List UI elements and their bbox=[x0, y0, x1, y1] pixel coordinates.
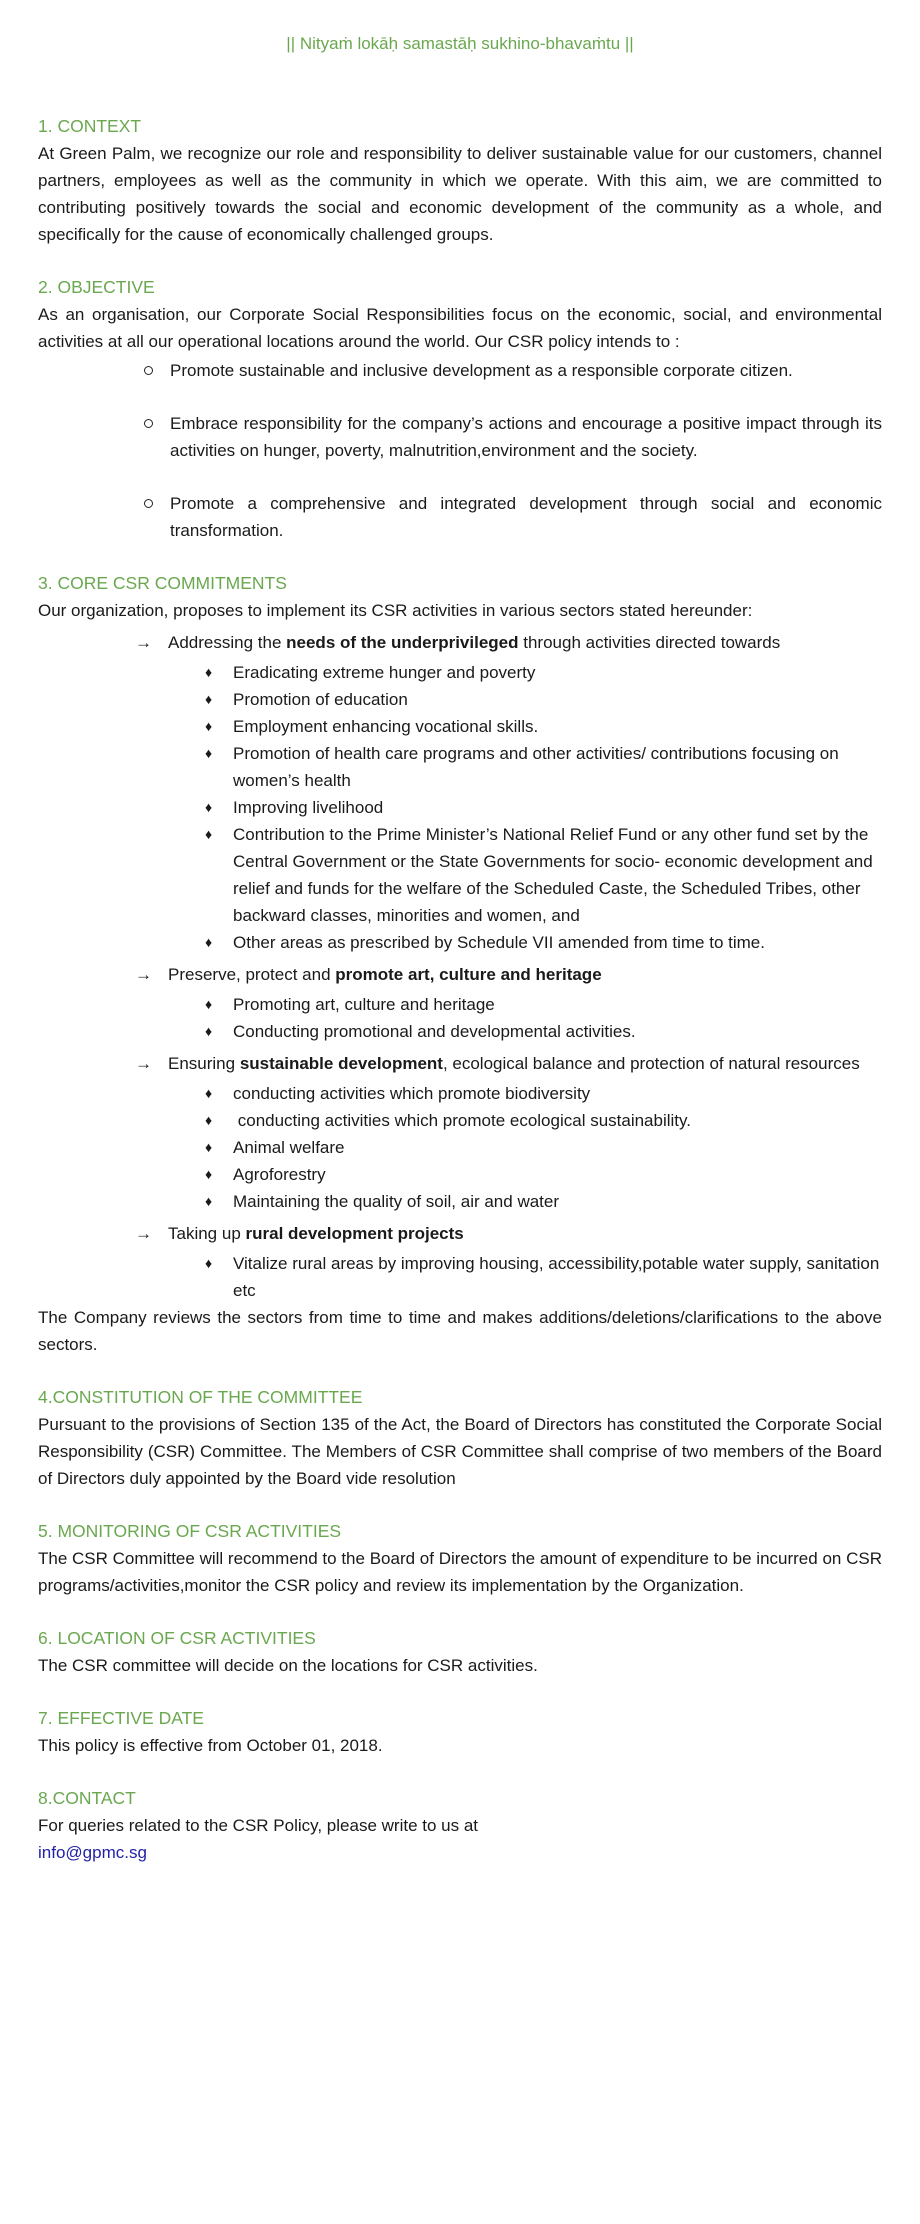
arrow-bullet-icon: → bbox=[135, 1224, 152, 1243]
commitment-lead bbox=[168, 1050, 882, 1077]
diamond-bullet-icon: ♦ bbox=[205, 664, 213, 680]
contact-email-link[interactable]: info@gpmc.sg bbox=[38, 1843, 147, 1862]
section-commitments-intro: Our organization, proposes to implement its CSR activities in various sectors stated hereunder: bbox=[38, 601, 753, 620]
bullet-text: Improving livelihood bbox=[233, 798, 384, 817]
lead-pre: Ensuring bbox=[168, 1054, 240, 1073]
bullet-text: Agroforestry bbox=[233, 1165, 326, 1184]
commitment-group bbox=[38, 1220, 885, 1304]
section-context bbox=[38, 113, 882, 248]
diamond-bullet-icon: ♦ bbox=[205, 1112, 213, 1128]
lead-post: through activities directed towards bbox=[518, 633, 781, 652]
mantra-text: || Nityaṁ lokāḥ samastāḥ sukhino-bhavaṁtu || bbox=[286, 34, 634, 53]
list-item bbox=[38, 794, 882, 821]
list-item bbox=[38, 1080, 882, 1107]
bullet-text: Promoting art, culture and heritage bbox=[233, 995, 495, 1014]
section-contact-heading: 8.CONTACT bbox=[38, 1788, 136, 1808]
bullet-text: Embrace responsibility for the company’s actions and encourage a positive impact through its activities on hunger, poverty, malnutrition,environment and the society. bbox=[170, 414, 882, 460]
list-item bbox=[38, 991, 882, 1018]
diamond-bullet-icon: ♦ bbox=[205, 996, 213, 1012]
diamond-bullet-icon: ♦ bbox=[205, 1193, 213, 1209]
list-item bbox=[38, 929, 882, 956]
bullet-text: Promote a comprehensive and integrated development through social and economic transformation. bbox=[170, 494, 882, 540]
section-constitution-heading: 4.CONSTITUTION OF THE COMMITTEE bbox=[38, 1387, 363, 1407]
bullet-text: Conducting promotional and developmental activities. bbox=[233, 1022, 636, 1041]
diamond-bullet-icon: ♦ bbox=[205, 691, 213, 707]
diamond-bullet-icon: ♦ bbox=[205, 1166, 213, 1182]
bullet-text: Animal welfare bbox=[233, 1138, 345, 1157]
lead-pre: Addressing the bbox=[168, 633, 287, 652]
lead-bold: promote art, culture and heritage bbox=[335, 965, 602, 984]
section-objective-heading: 2. OBJECTIVE bbox=[38, 277, 155, 297]
bullet-text: Other areas as prescribed by Schedule VII amended from time to time. bbox=[233, 933, 765, 952]
list-item bbox=[38, 821, 882, 929]
section-commitments bbox=[38, 570, 885, 1358]
section-constitution bbox=[38, 1384, 882, 1492]
list-item bbox=[38, 1161, 882, 1188]
diamond-bullet-icon: ♦ bbox=[205, 799, 213, 815]
commitment-lead bbox=[168, 1220, 882, 1247]
list-item bbox=[38, 686, 882, 713]
bullet-text: Employment enhancing vocational skills. bbox=[233, 717, 539, 736]
section-commitments-outro: The Company reviews the sectors from time to time and makes additions/deletions/clarifications to the above sectors. bbox=[38, 1308, 882, 1354]
diamond-bullet-icon: ♦ bbox=[205, 1023, 213, 1039]
list-item bbox=[38, 1134, 882, 1161]
commitment-lead bbox=[168, 961, 882, 988]
lead-bold: needs of the underprivileged bbox=[286, 633, 519, 652]
commitment-lead bbox=[168, 629, 882, 656]
section-location-body: The CSR committee will decide on the locations for CSR activities. bbox=[38, 1656, 538, 1675]
list-item bbox=[38, 740, 882, 794]
section-constitution-body: Pursuant to the provisions of Section 135 of the Act, the Board of Directors has constituted the Corporate Social Responsibility (CSR) Committee. The Members of CSR Committee shall comprise of two members of the Board of Directors duly appointed by the Board vide resolution bbox=[38, 1415, 882, 1488]
section-objective-intro: As an organisation, our Corporate Social Responsibilities focus on the economic, social, and environmental activities at all our operational locations around the world. Our CSR policy intends to : bbox=[38, 305, 882, 351]
bullet-text: Promote sustainable and inclusive development as a responsible corporate citizen. bbox=[170, 361, 793, 380]
section-contact bbox=[38, 1785, 882, 1866]
bullet-text: Contribution to the Prime Minister’s National Relief Fund or any other fund set by the Central Government or the State Governments for socio- economic development and relief and funds for the welfare of the Scheduled Caste, the Scheduled Tribes, other backward classes, minorities and women, and bbox=[233, 825, 878, 925]
objective-bullet-list bbox=[38, 357, 882, 544]
section-location-heading: 6. LOCATION OF CSR ACTIVITIES bbox=[38, 1628, 316, 1648]
section-objective bbox=[38, 274, 882, 544]
section-context-body: At Green Palm, we recognize our role and responsibility to deliver sustainable value for our customers, channel partners, employees as well as the community in which we operate. With this aim, we are committed to contributing positively towards the social and economic development of the community as a whole, and specifically for the cause of economically challenged groups. bbox=[38, 144, 882, 244]
bullet-text: Maintaining the quality of soil, air and water bbox=[233, 1192, 560, 1211]
diamond-bullet-icon: ♦ bbox=[205, 718, 213, 734]
commitment-group bbox=[38, 629, 882, 956]
bullet-text: Vitalize rural areas by improving housing, accessibility,potable water supply, sanitation etc bbox=[233, 1254, 885, 1300]
arrow-bullet-icon: → bbox=[135, 1054, 152, 1073]
diamond-bullet-icon: ♦ bbox=[205, 745, 213, 761]
circle-bullet-icon bbox=[142, 490, 170, 544]
section-context-heading: 1. CONTEXT bbox=[38, 116, 142, 136]
diamond-bullet-icon: ♦ bbox=[205, 826, 213, 842]
section-contact-body: For queries related to the CSR Policy, please write to us at bbox=[38, 1816, 478, 1835]
bullet-text: conducting activities which promote biodiversity bbox=[233, 1084, 591, 1103]
diamond-bullet-icon: ♦ bbox=[205, 934, 213, 950]
list-item bbox=[38, 357, 882, 384]
arrow-bullet-icon: → bbox=[135, 633, 152, 652]
list-item bbox=[38, 490, 882, 544]
list-item bbox=[38, 1250, 885, 1304]
bullet-text: Eradicating extreme hunger and poverty bbox=[233, 663, 536, 682]
section-effective-date-heading: 7. EFFECTIVE DATE bbox=[38, 1708, 204, 1728]
commitment-sublist bbox=[38, 1250, 885, 1304]
commitment-sublist bbox=[38, 659, 882, 956]
lead-pre: Taking up bbox=[168, 1224, 246, 1243]
list-item bbox=[38, 410, 882, 464]
lead-post: , ecological balance and protection of natural resources bbox=[442, 1054, 860, 1073]
circle-bullet-icon bbox=[142, 357, 170, 384]
diamond-bullet-icon: ♦ bbox=[205, 1255, 213, 1271]
commitment-group bbox=[38, 1050, 882, 1215]
section-monitoring-heading: 5. MONITORING OF CSR ACTIVITIES bbox=[38, 1521, 342, 1541]
list-item bbox=[38, 659, 882, 686]
bullet-text: conducting activities which promote ecological sustainability. bbox=[233, 1111, 691, 1130]
section-location bbox=[38, 1625, 882, 1679]
arrow-bullet-icon: → bbox=[135, 965, 152, 984]
contact-email-line bbox=[38, 1839, 882, 1866]
section-monitoring-body: The CSR Committee will recommend to the Board of Directors the amount of expenditure to be incurred on CSR programs/activities,monitor the CSR policy and review its implementation by the Organization. bbox=[38, 1549, 882, 1595]
lead-pre: Preserve, protect and bbox=[168, 965, 336, 984]
list-item bbox=[38, 1018, 882, 1045]
commitment-sublist bbox=[38, 1080, 882, 1215]
list-item bbox=[38, 1188, 882, 1215]
section-effective-date-body: This policy is effective from October 01, 2018. bbox=[38, 1736, 383, 1755]
diamond-bullet-icon: ♦ bbox=[205, 1085, 213, 1101]
lead-bold: sustainable development bbox=[239, 1054, 443, 1073]
bullet-text: Promotion of education bbox=[233, 690, 408, 709]
diamond-bullet-icon: ♦ bbox=[205, 1139, 213, 1155]
bullet-text: Promotion of health care programs and other activities/ contributions focusing on women’s health bbox=[233, 744, 844, 790]
commitment-group bbox=[38, 961, 882, 1045]
section-commitments-heading: 3. CORE CSR COMMITMENTS bbox=[38, 573, 287, 593]
circle-bullet-icon bbox=[142, 410, 170, 464]
lead-bold: rural development projects bbox=[245, 1224, 464, 1243]
section-monitoring bbox=[38, 1518, 882, 1599]
list-item bbox=[38, 1107, 882, 1134]
commitment-sublist bbox=[38, 991, 882, 1045]
list-item bbox=[38, 713, 882, 740]
section-effective-date bbox=[38, 1705, 882, 1759]
